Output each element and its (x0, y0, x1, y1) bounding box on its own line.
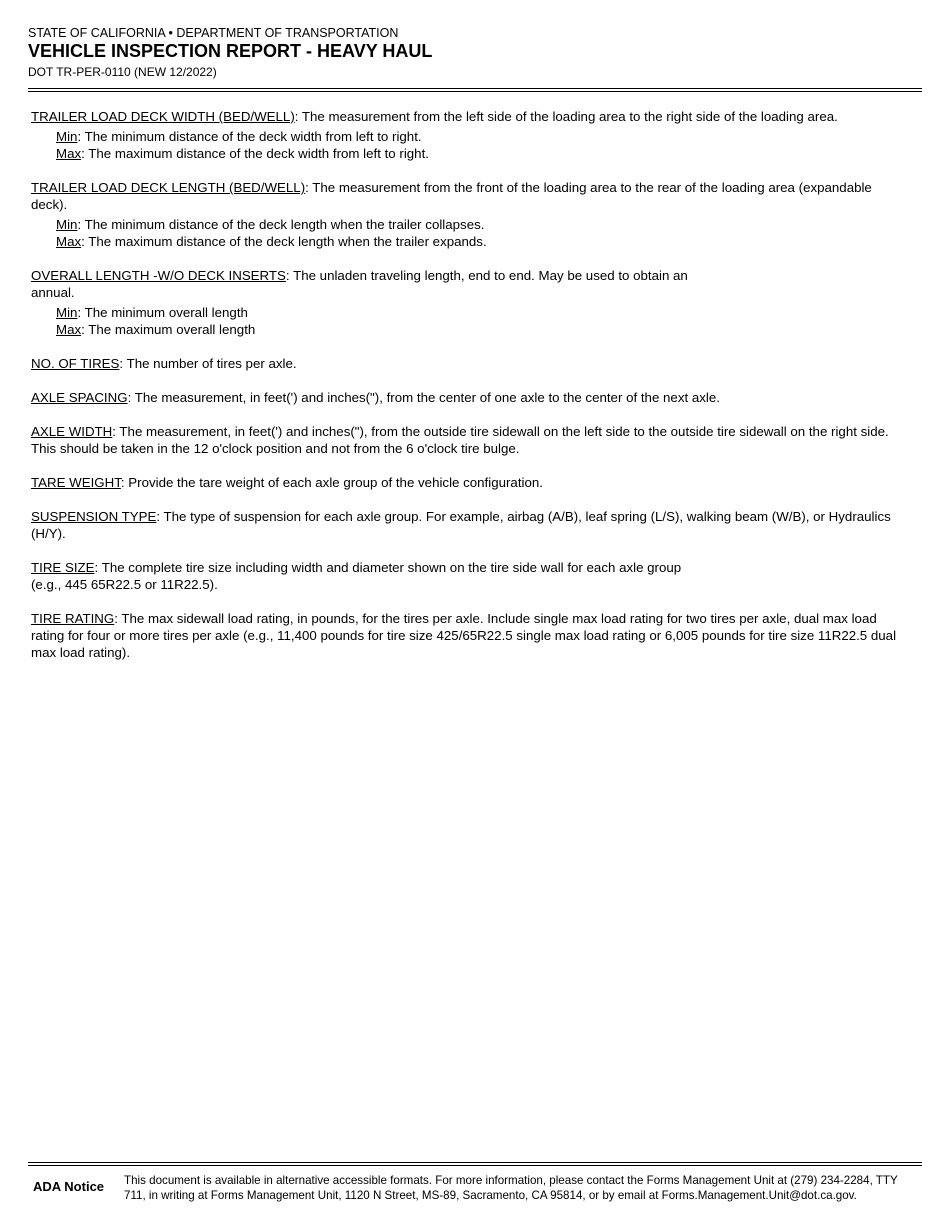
definition-text: : The unladen traveling length, end to end. May be used to obtain an (285, 268, 688, 283)
term-min: Min (56, 129, 78, 144)
term-max: Max (56, 234, 82, 249)
term-axle-width: AXLE WIDTH (31, 424, 113, 439)
sub-definition-max (31, 233, 901, 250)
definition-text: : The maximum distance of the deck width from left to right. (81, 146, 429, 161)
definition-text: : The minimum distance of the deck length when the trailer collapses. (77, 217, 485, 232)
definition-text: : The type of suspension for each axle group. For example, airbag (A/B), leaf spring (L/S), walking beam (W/B), or Hydraulics (H/Y). (31, 509, 891, 541)
definition-text: : The measurement, in feet(') and inches("), from the outside tire sidewall on the left side to the outside tire sidewall on the right side. This should be taken in the 12 o'clock position and not from the 6 o'clock tire bulge. (31, 424, 889, 456)
sub-definition-min (31, 128, 901, 145)
footer-divider (28, 1162, 922, 1166)
form-header (28, 26, 922, 80)
definition-tare-weight (31, 474, 901, 491)
definition-axle-width (31, 423, 901, 457)
sub-definition-max (31, 321, 901, 338)
definition-text: : The max sidewall load rating, in pounds, for the tires per axle. Include single max load rating for two tires per axle, dual max load rating for four or more tires per axle (e.g., 11,400 pounds for tire size 425/65R22.5 single max load rating or 6,005 pounds for tire size 11R22.5 dual max load rating). (31, 611, 897, 660)
form-number: DOT TR-PER-0110 (NEW 12/2022) (28, 65, 217, 79)
definition-text: : The minimum distance of the deck width from left to right. (77, 129, 422, 144)
term-max: Max (56, 146, 82, 161)
term-max: Max (56, 322, 82, 337)
definition-tire-size (31, 559, 901, 593)
definition-text: : The minimum overall length (77, 305, 248, 320)
ada-notice-label: ADA Notice (33, 1179, 105, 1194)
ada-notice-text: This document is available in alternative accessible formats. For more information, please contact the Forms Management Unit at (279) 234-2284, TTY 711, in writing at Forms Management Unit, 1120 N Street, MS-89, Sacramento, CA 95814, or by email at Forms.Management.Unit@dot.ca.gov. (124, 1174, 898, 1202)
definition-tires (31, 355, 901, 372)
term-axle-spacing: AXLE SPACING (31, 390, 128, 405)
definition-deck-length (31, 179, 901, 250)
definition-text: : The maximum distance of the deck length when the trailer expands. (81, 234, 487, 249)
page-title: VEHICLE INSPECTION REPORT - HEAVY HAUL (28, 41, 433, 61)
term-deck-width: TRAILER LOAD DECK WIDTH (BED/WELL) (31, 109, 295, 124)
definition-axle-spacing (31, 389, 901, 406)
definition-deck-width (31, 108, 901, 162)
definition-text-continued: annual. (31, 285, 75, 300)
definition-tire-rating (31, 610, 901, 661)
definition-text: : The measurement from the front of the loading area to the rear of the loading area (expandable deck). (31, 180, 872, 212)
term-min: Min (56, 305, 78, 320)
definition-text: : The measurement from the left side of the loading area to the right side of the loading area. (294, 109, 838, 124)
term-overall-length: OVERALL LENGTH -W/O DECK INSERTS (31, 268, 286, 283)
definitions-list (31, 108, 901, 678)
term-tires: NO. OF TIRES (31, 356, 120, 371)
ada-notice-footer (28, 1162, 922, 1203)
term-tire-rating: TIRE RATING (31, 611, 115, 626)
term-tare-weight: TARE WEIGHT (31, 475, 121, 490)
definition-suspension-type (31, 508, 901, 542)
term-suspension-type: SUSPENSION TYPE (31, 509, 157, 524)
sub-definition-min (31, 304, 901, 321)
term-tire-size: TIRE SIZE (31, 560, 95, 575)
definition-text: : The maximum overall length (81, 322, 256, 337)
definition-text-continued: (e.g., 445 65R22.5 or 11R22.5). (31, 577, 218, 592)
definition-text: : Provide the tare weight of each axle group of the vehicle configuration. (120, 475, 543, 490)
header-divider (28, 88, 922, 92)
sub-definition-min (31, 216, 901, 233)
definition-text: : The number of tires per axle. (119, 356, 297, 371)
definition-text: : The measurement, in feet(') and inches("), from the center of one axle to the center of the next axle. (127, 390, 720, 405)
sub-definition-max (31, 145, 901, 162)
agency-name: STATE OF CALIFORNIA • DEPARTMENT OF TRANSPORTATION (28, 26, 399, 40)
term-min: Min (56, 217, 78, 232)
definition-overall-length (31, 267, 901, 338)
term-deck-length: TRAILER LOAD DECK LENGTH (BED/WELL) (31, 180, 306, 195)
definition-text: : The complete tire size including width and diameter shown on the tire side wall for each axle group (94, 560, 682, 575)
